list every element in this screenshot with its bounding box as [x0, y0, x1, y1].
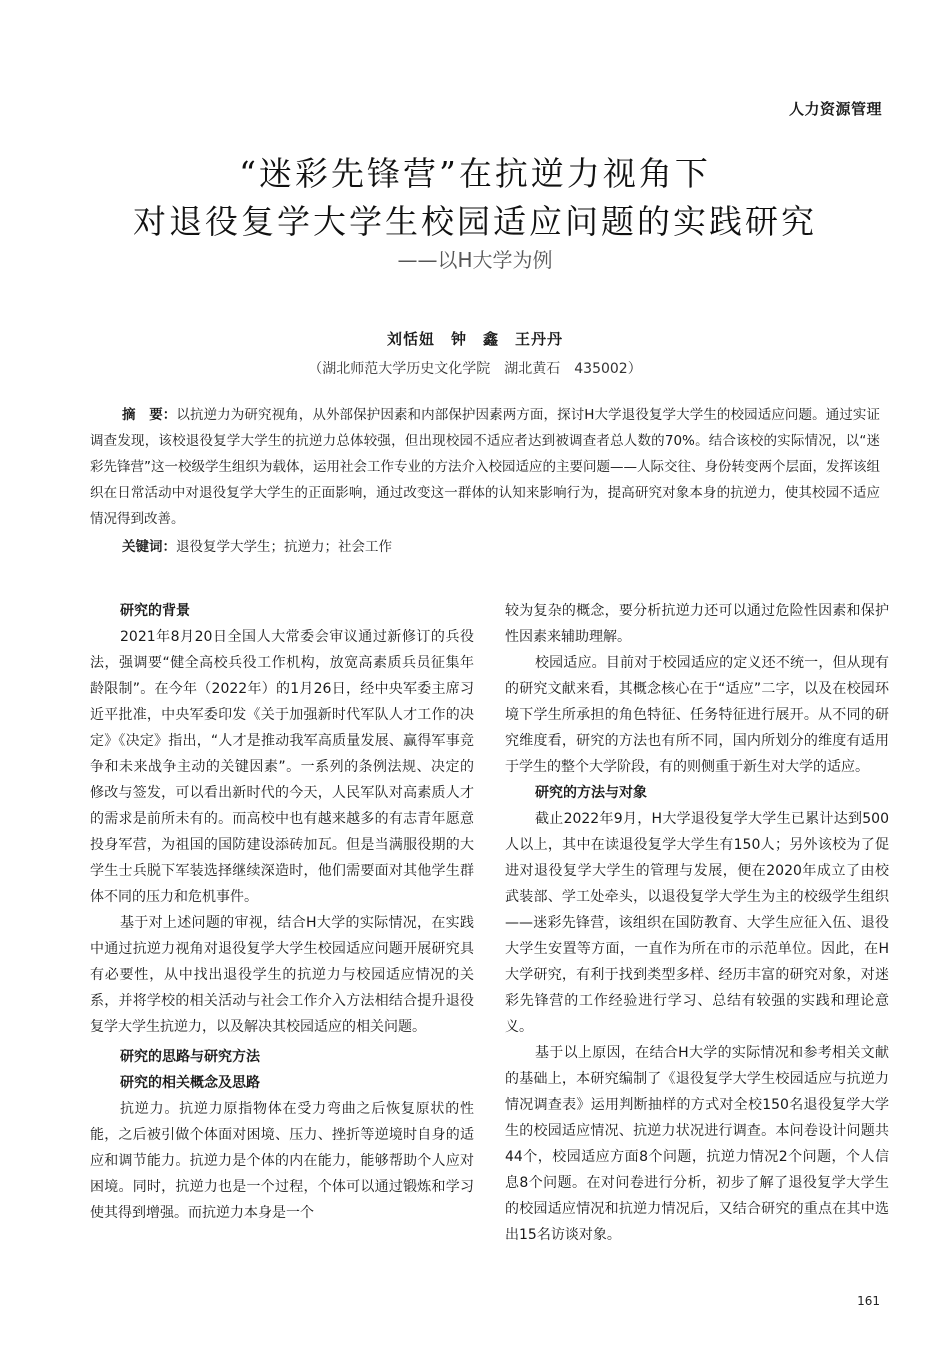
right-column [505, 598, 889, 1248]
subtitle: ——以H大学为例 [397, 248, 553, 272]
heading-background: 研究的背景 [120, 603, 190, 619]
paragraph-method-1: 截止2022年9月，H大学退役复学大学生已累计达到500人以上，其中在读退役复学大学生有150人；另外该校为了促进对退役复学大学生的管理与发展，便在2020年成立了由校武装部、学工处牵头，以退役复学大学生为主的校级学生组织——迷彩先锋营，该组织在国防教育、大学生应征入伍、退役大学生安置等方面，一直作为所在市的示范单位。因此，在H大学研究，有利于找到类型多样、经历丰富的研究对象，对迷彩先锋营的工作经验进行学习、总结有较强的实践和理论意义。 [505, 811, 889, 1035]
title-block [0, 150, 950, 274]
paragraph-campus-adaptation: 校园适应。目前对于校园适应的定义还不统一，但从现有的研究文献来看，其概念核心在于“适应”二字，以及在校园环境下学生所承担的角色特征、任务特征进行展开。从不同的研究维度看，研究的方法也有所不同，国内所划分的维度有适用于学生的整个大学阶段，有的则侧重于新生对大学的适应。 [505, 655, 889, 775]
paragraph-resilience: 抗逆力。抗逆力原指物体在受力弯曲之后恢复原状的性能，之后被引做个体面对困境、压力、挫折等逆境时自身的适应和调节能力。抗逆力是个体的内在能力，能够帮助个人应对困境。同时，抗逆力也是一个过程，个体可以通过锻炼和学习使其得到增强。而抗逆力本身是一个 [90, 1101, 474, 1221]
paragraph-background-2: 基于对上述问题的审视，结合H大学的实际情况，在实践中通过抗逆力视角对退役复学大学生校园适应问题开展研究具有必要性，从中找出退役学生的抗逆力与校园适应情况的关系，并将学校的相关活动与社会工作介入方法相结合提升退役复学大学生抗逆力，以及解决其校园适应的相关问题。 [90, 915, 474, 1035]
section-tag: 人力资源管理 [788, 100, 882, 118]
left-column [90, 598, 474, 1226]
keywords-text: 退役复学大学生；抗逆力；社会工作 [176, 539, 392, 555]
abstract-text: 以抗逆力为研究视角，从外部保护因素和内部保护因素两方面，探讨H大学退役复学大学生的校园适应问题。通过实证调查发现，该校退役复学大学生的抗逆力总体较强，但出现校园不适应者达到被调查者总人数的70%。结合该校的实际情况，以“迷彩先锋营”这一校级学生组织为载体，运用社会工作专业的方法介入校园适应的主要问题——人际交往、身份转变两个层面，发挥该组织在日常活动中对退役复学大学生的正面影响，通过改变这一群体的认知来影响行为，提高研究对象本身的抗逆力，使其校园不适应情况得到改善。 [90, 407, 880, 527]
affiliation: （湖北师范大学历史文化学院 湖北黄石 435002） [308, 361, 642, 377]
paragraph-background-1: 2021年8月20日全国人大常委会审议通过新修订的兵役法，强调要“健全高校兵役工作机构，放宽高素质兵员征集年龄限制”。在今年（2022年）的1月26日，经中央军委主席习近平批准，中央军委印发《关于加强新时代军队人才工作的决定》《决定》指出，“人才是推动我军高质量发展、赢得军事竞争和未来战争主动的关键因素”。一系列的条例法规、决定的修改与签发，可以看出新时代的今天，人民军队对高素质人才的需求是前所未有的。而高校中也有越来越多的有志青年愿意投身军营，为祖国的国防建设添砖加瓦。但是当满服役期的大学生士兵脱下军装选择继续深造时，他们需要面对其他学生群体不同的压力和危机事件。 [90, 629, 474, 905]
heading-approach: 研究的思路与研究方法 [120, 1049, 260, 1065]
title-line-1: “迷彩先锋营”在抗逆力视角下 [239, 154, 711, 193]
title-line-2: 对退役复学大学生校园适应问题的实践研究 [133, 202, 817, 241]
heading-method: 研究的方法与对象 [535, 785, 647, 801]
authors: 刘恬妞 钟 鑫 王丹丹 [386, 330, 563, 348]
keywords-label: 关键词： [122, 539, 176, 555]
paragraph-resilience-cont: 较为复杂的概念，要分析抗逆力还可以通过危险性因素和保护性因素来辅助理解。 [505, 603, 889, 645]
heading-concepts: 研究的相关概念及思路 [120, 1075, 260, 1091]
abstract-label: 摘 要： [122, 407, 177, 423]
abstract [90, 402, 880, 532]
paragraph-method-2: 基于以上原因，在结合H大学的实际情况和参考相关文献的基础上，本研究编制了《退役复学大学生校园适应与抗逆力情况调查表》运用判断抽样的方式对全校150名退役复学大学生的校园适应情况、抗逆力状况进行调查。本问卷设计问题共44个，校园适应方面8个问题，抗逆力情况2个问题，个人信息8个问题。在对问卷进行分析，初步了解了退役复学大学生的校园适应情况和抗逆力情况后，又结合研究的重点在其中选出15名访谈对象。 [505, 1045, 889, 1243]
keywords [122, 534, 392, 560]
page-number: 161 [857, 1294, 880, 1308]
